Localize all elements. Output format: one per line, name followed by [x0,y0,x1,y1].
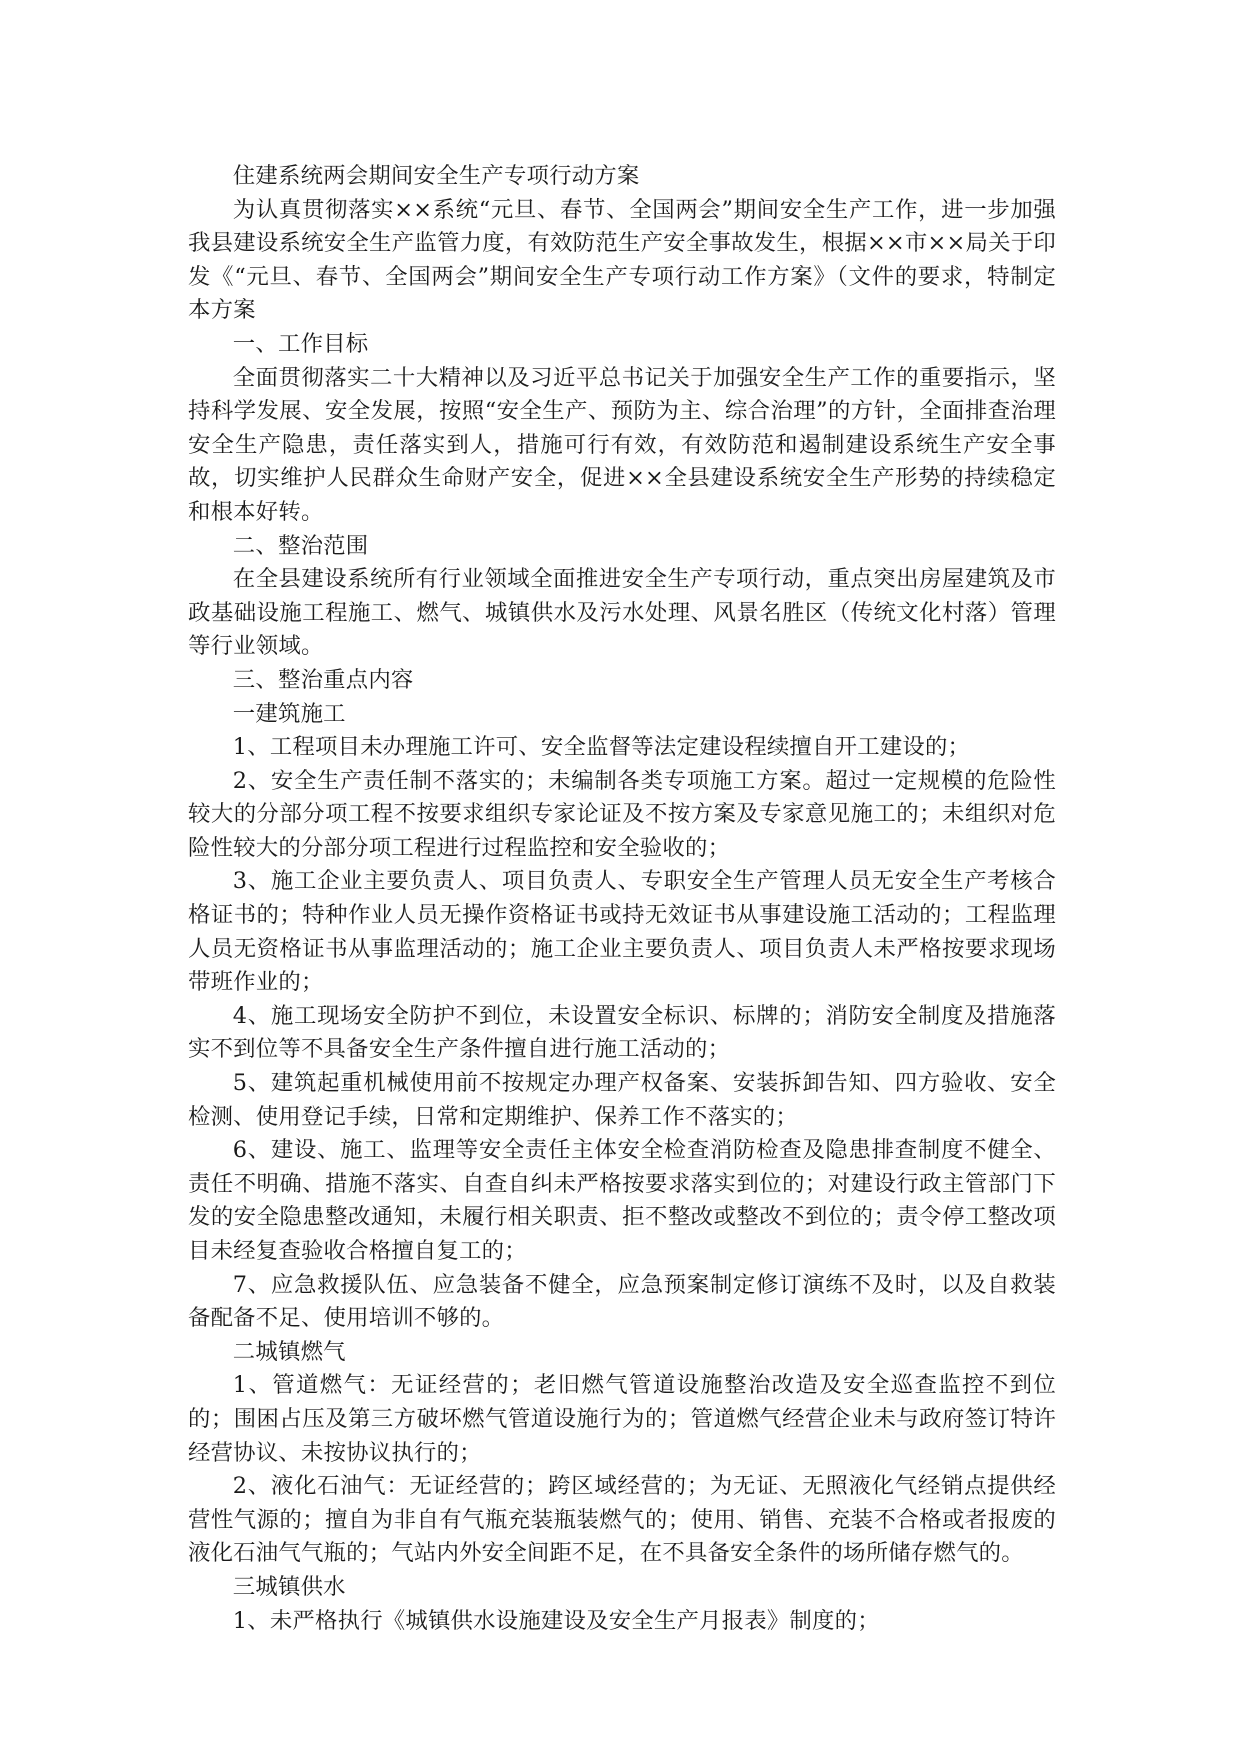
heading-work-goal: 一、工作目标 [232,330,369,357]
list-item-construction-2: 2、安全生产责任制不落实的；未编制各类专项施工方案。超过一定规模的危险性较大的分部分项工程不按要求组织专家论证及不按方案及专家意见施工的；未组织对危险性较大的分部分项工程进行过程监控和安全验收的； [188,767,1056,861]
heading-key-content: 三、整治重点内容 [232,666,414,693]
list-item-gas-1: 1、管道燃气：无证经营的；老旧燃气管道设施整治改造及安全巡查监控不到位的；围困占压及第三方破坏燃气管道设施行为的；管道燃气经营企业未与政府签订特许经营协议、未按协议执行的； [188,1372,1056,1466]
list-item-construction-5: 5、建筑起重机械使用前不按规定办理产权备案、安装拆卸告知、四方验收、安全检测、使用登记手续，日常和定期维护、保养工作不落实的； [188,1070,1056,1130]
list-item-construction-4: 4、施工现场安全防护不到位，未设置安全标识、标牌的；消防安全制度及措施落实不到位等不具备安全生产条件擅自进行施工活动的； [188,1002,1056,1063]
document-body [188,160,1056,1638]
list-item-gas-2: 2、液化石油气：无证经营的；跨区域经营的；为无证、无照液化气经销点提供经营性气源的；擅自为非自有气瓶充装瓶装燃气的；使用、销售、充装不合格或者报废的液化石油气气瓶的；气站内外安全间距不足，在不具备安全条件的场所储存燃气的。 [188,1473,1056,1567]
paragraph-scope: 在全县建设系统所有行业领域全面推进安全生产专项行动，重点突出房屋建筑及市政基础设施工程施工、燃气、城镇供水及污水处理、风景名胜区（传统文化村落）管理等行业领域。 [188,566,1056,660]
heading-scope: 二、整治范围 [232,532,369,559]
subheading-construction: 一建筑施工 [232,700,346,727]
paragraph-work-goal: 全面贯彻落实二十大精神以及习近平总书记关于加强安全生产工作的重要指示，坚持科学发展、安全发展，按照“安全生产、预防为主、综合治理”的方针，全面排查治理安全生产隐患，责任落实到人，措施可行有效，有效防范和遏制建设系统生产安全事故，切实维护人民群众生命财产安全，促进××全县建设系统安全生产形势的持续稳定和根本好转。 [188,364,1056,525]
list-item-construction-6: 6、建设、施工、监理等安全责任主体安全检查消防检查及隐患排查制度不健全、责任不明确、措施不落实、自查自纠未严格按要求落实到位的；对建设行政主管部门下发的安全隐患整改通知，未履行相关职责、拒不整改或整改不到位的；责令停工整改项目未经复查验收合格擅自复工的； [188,1137,1056,1264]
list-item-water-1: 1、未严格执行《城镇供水设施建设及安全生产月报表》制度的； [232,1607,880,1634]
paragraph-intro: 为认真贯彻落实××系统“元旦、春节、全国两会”期间安全生产工作，进一步加强我县建设系统安全生产监管力度，有效防范生产安全事故发生，根据××市××局关于印发《“元旦、春节、全国两会”期间安全生产专项行动工作方案》（文件的要求，特制定本方案 [188,196,1056,324]
list-item-construction-1: 1、工程项目未办理施工许可、安全监督等法定建设程续擅自开工建设的； [232,734,971,761]
document-title: 住建系统两会期间安全生产专项行动方案 [232,163,640,189]
list-item-construction-3: 3、施工企业主要负责人、项目负责人、专职安全生产管理人员无安全生产考核合格证书的；特种作业人员无操作资格证书或持无效证书从事建设施工活动的；工程监理人员无资格证书从事监理活动的；施工企业主要负责人、项目负责人未严格按要求现场带班作业的； [188,868,1056,996]
subheading-water-supply: 三城镇供水 [232,1573,346,1600]
list-item-construction-7: 7、应急救援队伍、应急装备不健全，应急预案制定修订演练不及时，以及自救装备配备不足、使用培训不够的。 [188,1271,1056,1332]
subheading-gas: 二城镇燃气 [232,1338,346,1365]
